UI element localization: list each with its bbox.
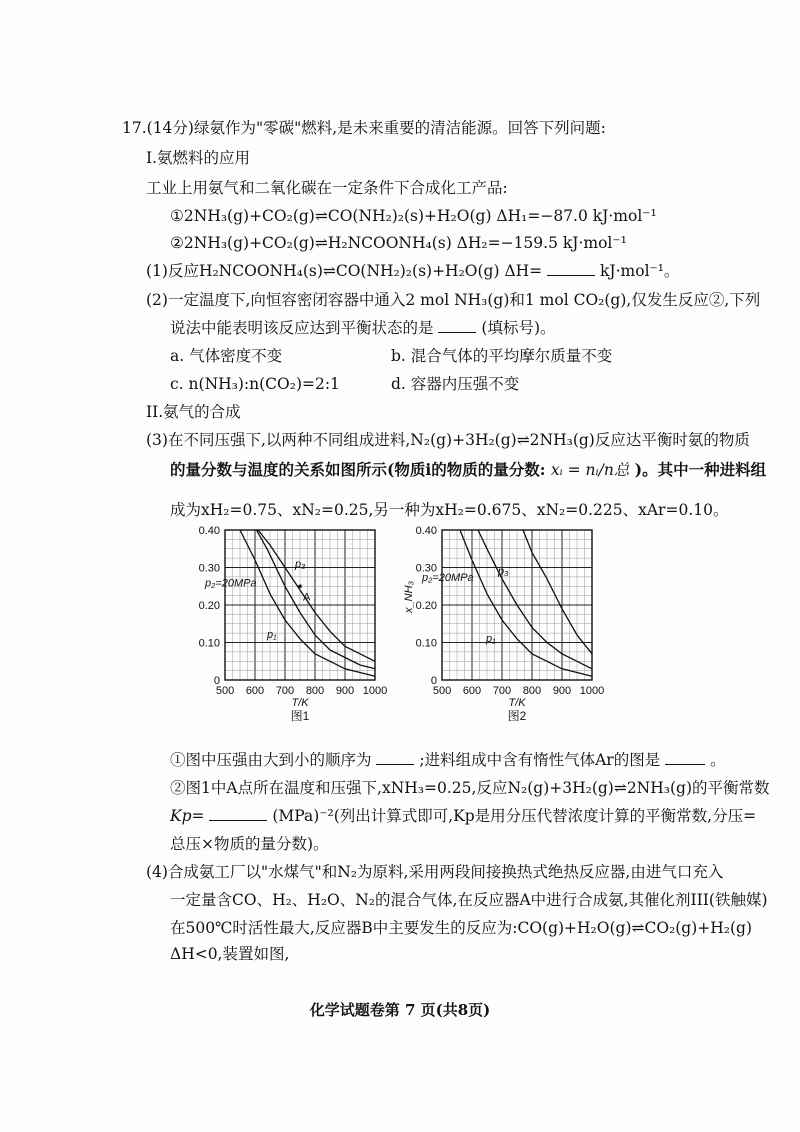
chart-2: [403, 525, 604, 723]
q1-text: (1)反应H₂NCOONH₄(s)⇌CO(NH₂)₂(s)+H₂O(g) ΔH=: [146, 262, 543, 280]
sub1-answer-blank-1[interactable]: [376, 764, 414, 765]
y-tick-label: 0.10: [415, 637, 437, 650]
y-axis-label: x_NH₃: [403, 581, 415, 613]
question-2-line1: (2)一定温度下,向恒容密闭容器中通入2 mol NH₃(g)和1 mol CO₂(g),仅发生反应②,下列: [146, 291, 761, 309]
y-tick-label: 0: [213, 675, 220, 687]
sub1-end: 。: [710, 751, 726, 769]
y-tick-label: 0.40: [198, 525, 220, 537]
sub-question-2-line1: ②图1中A点所在温度和压强下,xNH₃=0.25,反应N₂(g)+3H₂(g)⇌2NH₃(g)的平衡常数: [170, 779, 770, 797]
page-footer: 化学试题卷第 7 页(共8页): [309, 1001, 491, 1019]
question-4-line3: 在500℃时活性最大,反应器B中主要发生的反应为:CO(g)+H₂O(g)⇌CO₂(g)+H₂(g): [170, 919, 753, 937]
y-tick-label: 0.20: [198, 600, 220, 612]
q3-text-end: )。其中一种进料组: [634, 460, 767, 479]
sub1-mid-text: ;进料组成中含有惰性气体Ar的图是: [419, 751, 661, 769]
kp-text: (MPa)⁻²(列出计算式即可,Kp是用分压代替浓度计算的平衡常数,分压=: [272, 807, 757, 825]
series-label: p₂=20MPa: [422, 571, 474, 584]
x-tick-label: 900: [552, 685, 572, 697]
question-3-line1: (3)在不同压强下,以两种不同组成进料,N₂(g)+3H₂(g)⇌2NH₃(g)反应达平衡时氨的物质: [146, 431, 750, 449]
x-tick-label: 500: [432, 685, 452, 697]
x-tick-label: 1000: [362, 685, 388, 697]
annotation-label: A: [303, 591, 311, 604]
question-4-line1: (4)合成氨工厂以"水煤气"和N₂为原料,采用两段间接换热式绝热反应器,由进气口充入: [146, 863, 724, 881]
question-title: 17.(14分)绿氨作为"零碳"燃料,是未来重要的清洁能源。回答下列问题:: [122, 119, 606, 137]
sub-question-2-line3: 总压×物质的量分数)。: [170, 835, 329, 853]
section-1-heading: I.氨燃料的应用: [146, 149, 251, 167]
sub1-answer-blank-2[interactable]: [665, 764, 705, 765]
intro-text: 工业上用氨气和二氧化碳在一定条件下合成化工产品:: [146, 179, 508, 197]
question-3-line3: 成为xH₂=0.75、xN₂=0.25,另一种为xH₂=0.675、xN₂=0.225、xAr=0.10。: [170, 501, 729, 519]
question-4-line4: ΔH<0,装置如图,: [170, 945, 290, 963]
equation-2: ②2NH₃(g)+CO₂(g)⇌H₂NCOONH₄(s) ΔH₂=−159.5 kJ·mol⁻¹: [170, 234, 627, 252]
y-tick-label: 0.10: [198, 637, 220, 650]
question-3-line2: [170, 460, 766, 480]
annotation-point: [298, 584, 302, 588]
y-tick-label: 0.30: [198, 562, 220, 575]
sub-question-1: [170, 750, 726, 770]
sub-question-2-line2: [170, 806, 756, 826]
x-tick-label: 700: [492, 685, 512, 697]
option-a: a. 气体密度不变: [170, 347, 283, 365]
series-label: p₂=20MPa: [205, 577, 257, 590]
x-axis-label: T/K: [291, 697, 309, 709]
series-label: p₁: [267, 629, 277, 641]
x-tick-label: 600: [462, 685, 482, 697]
chart-title: 图2: [507, 709, 527, 723]
x-tick-label: 800: [305, 685, 325, 697]
kp-label: Kp=: [170, 807, 205, 825]
y-tick-label: 0.40: [415, 525, 437, 537]
q2-text: 说法中能表明该反应达到平衡状态的是: [170, 319, 434, 337]
question-1: [146, 261, 679, 281]
series-line: [478, 530, 592, 669]
q3-text: 的量分数与温度的关系如图所示(物质i的物质的量分数:: [170, 460, 546, 479]
y-tick-label: 0.20: [415, 600, 437, 612]
x-tick-label: 800: [522, 685, 542, 697]
option-c: c. n(NH₃):n(CO₂)=2:1: [170, 375, 340, 393]
mole-fraction-formula: xᵢ = nᵢ/n总: [550, 461, 630, 479]
charts-figure: [180, 520, 620, 745]
q1-answer-blank[interactable]: [547, 275, 595, 276]
series-line: [460, 530, 592, 676]
q2-suffix: (填标号)。: [481, 319, 556, 337]
option-d: d. 容器内压强不变: [391, 375, 520, 393]
question-2-line2: [170, 318, 556, 338]
x-tick-label: 1000: [579, 685, 605, 697]
series-label: p₃: [295, 558, 306, 571]
x-tick-label: 600: [245, 685, 265, 697]
series-label: p₁: [486, 633, 496, 645]
option-b: b. 混合气体的平均摩尔质量不变: [391, 347, 613, 365]
question-4-line2: 一定量含CO、H₂、H₂O、N₂的混合气体,在反应器A中进行合成氨,其催化剂III(铁触媒): [170, 891, 768, 909]
y-tick-label: 0: [430, 675, 437, 687]
sub1-text: ①图中压强由大到小的顺序为: [170, 751, 372, 769]
x-axis-label: T/K: [508, 697, 526, 709]
chart-1: [199, 525, 388, 723]
equation-1: ①2NH₃(g)+CO₂(g)⇌CO(NH₂)₂(s)+H₂O(g) ΔH₁=−87.0 kJ·mol⁻¹: [170, 207, 657, 225]
series-label: p₃: [498, 565, 509, 578]
x-tick-label: 900: [335, 685, 355, 697]
x-tick-label: 500: [215, 685, 235, 697]
chart-title: 图1: [290, 709, 310, 723]
section-2-heading: II.氨气的合成: [146, 403, 241, 421]
q2-answer-blank[interactable]: [438, 332, 476, 333]
q1-unit: kJ·mol⁻¹。: [600, 262, 680, 280]
y-tick-label: 0.30: [415, 562, 437, 575]
x-tick-label: 700: [275, 685, 295, 697]
kp-answer-blank[interactable]: [209, 820, 267, 821]
